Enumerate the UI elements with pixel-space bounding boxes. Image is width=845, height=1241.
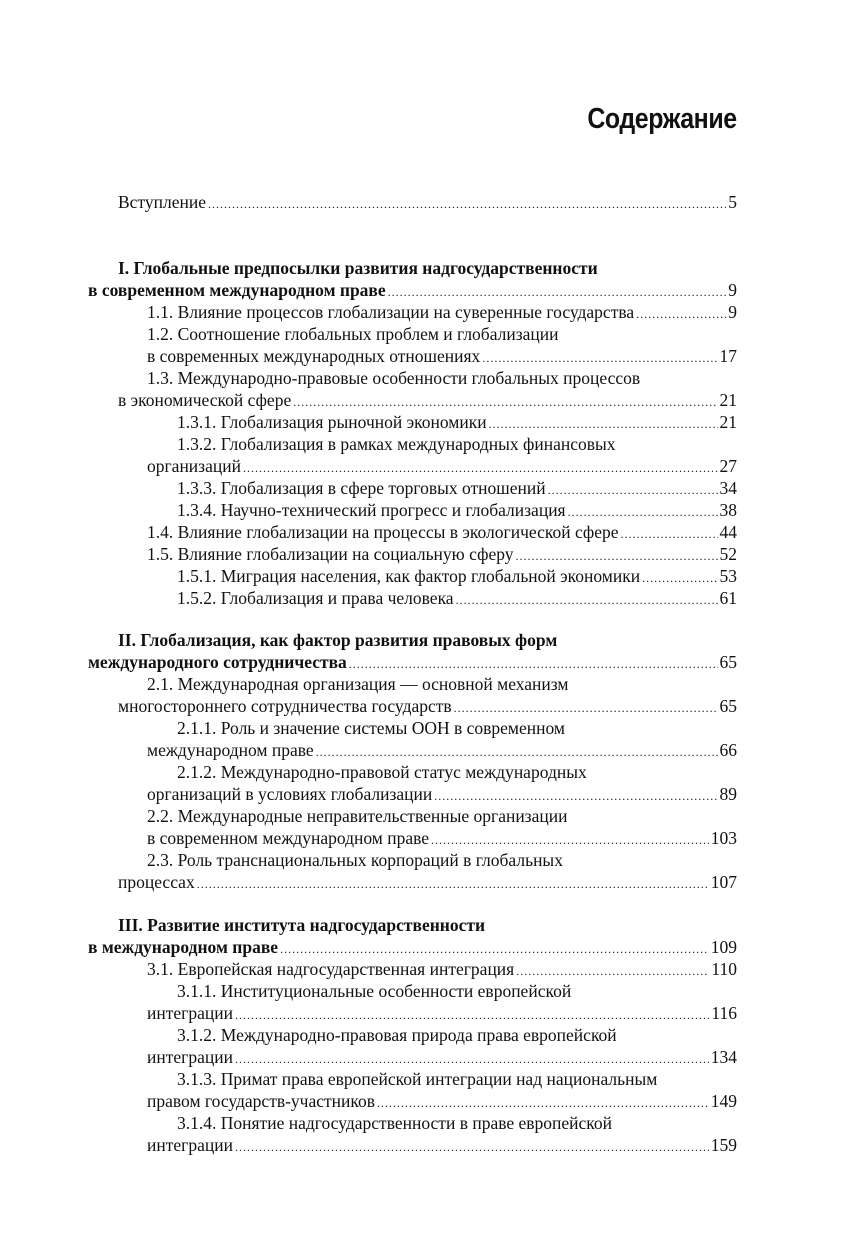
toc-entry[interactable] xyxy=(147,958,737,980)
toc-entry-text: в международном праве xyxy=(88,937,279,957)
toc-entry-text: 1.4. Влияние глобализации на процессы в экологической сфере xyxy=(147,522,619,542)
toc-page-number: 44 xyxy=(719,522,737,542)
toc-entry[interactable] xyxy=(177,587,737,609)
toc-leader-dots xyxy=(516,960,709,982)
toc-leader-dots xyxy=(548,479,718,501)
toc-entry-text: интеграции xyxy=(147,1135,233,1155)
toc-entry-text: 1.5. Влияние глобализации на социальную сферу xyxy=(147,544,514,564)
toc-page-number: 103 xyxy=(710,828,737,848)
toc-entry-text: в современном международном праве xyxy=(147,828,430,848)
toc-entry-first-line xyxy=(147,673,737,695)
toc-entry-text: 2.2. Международные неправительственные организации xyxy=(147,806,568,826)
toc-leader-dots xyxy=(621,523,718,545)
toc-entry-first-line xyxy=(147,849,737,871)
toc-leader-dots xyxy=(434,785,717,807)
toc-entry[interactable] xyxy=(147,455,737,477)
toc-entry-text: 2.1. Международная организация — основной механизм xyxy=(147,674,569,694)
toc-leader-dots xyxy=(489,413,718,435)
toc-entry-text: правом государств-участников xyxy=(147,1091,376,1111)
toc-page-number: 107 xyxy=(710,872,737,892)
toc-page-number: 21 xyxy=(719,412,737,432)
toc-section-heading xyxy=(118,914,737,936)
toc-entry-text: в современных международных отношениях xyxy=(147,346,481,366)
toc-page-number: 9 xyxy=(728,302,737,322)
toc-page-number: 34 xyxy=(719,478,737,498)
toc-leader-dots xyxy=(642,567,717,589)
toc-entry-first-line xyxy=(177,717,737,739)
toc-entry-text: 1.3.3. Глобализация в сфере торговых отношений xyxy=(177,478,546,498)
toc-page-number: 65 xyxy=(719,652,737,672)
toc-leader-dots xyxy=(454,697,718,719)
toc-entry-text: 1.3.4. Научно-технический прогресс и глобализация xyxy=(177,500,566,520)
toc-section-heading xyxy=(118,257,737,279)
toc-page-number: 110 xyxy=(711,959,737,979)
toc-leader-dots xyxy=(568,501,718,523)
toc-entry-text: III. Развитие института надгосударственности xyxy=(118,915,486,935)
toc-entry[interactable] xyxy=(177,499,737,521)
toc-entry-text: интеграции xyxy=(147,1003,233,1023)
toc-page-number: 17 xyxy=(719,346,737,366)
toc-entry[interactable] xyxy=(88,651,737,673)
toc-entry-text: 2.1.1. Роль и значение системы ООН в современном xyxy=(177,718,565,738)
toc-leader-dots xyxy=(293,391,717,413)
toc-page-number: 134 xyxy=(710,1047,737,1067)
toc-section-heading xyxy=(118,629,737,651)
toc-page-number: 109 xyxy=(710,937,737,957)
toc-leader-dots xyxy=(235,1004,709,1026)
toc-entry[interactable] xyxy=(147,301,737,323)
toc-page-number: 52 xyxy=(719,544,737,564)
toc-entry-text: многостороннего сотрудничества государств xyxy=(118,696,452,716)
toc-entry-text: 1.2. Соотношение глобальных проблем и глобализации xyxy=(147,324,559,344)
toc-entry-text: 1.1. Влияние процессов глобализации на суверенные государства xyxy=(147,302,635,322)
toc-entry-text: организаций xyxy=(147,456,241,476)
toc-entry-first-line xyxy=(177,761,737,783)
toc-page-number: 27 xyxy=(719,456,737,476)
toc-entry[interactable] xyxy=(147,783,737,805)
toc-page-number: 5 xyxy=(728,192,737,212)
toc-entry[interactable] xyxy=(147,543,737,565)
toc-entry[interactable] xyxy=(147,521,737,543)
toc-entry-text: 3.1.2. Международно-правовая природа права европейской xyxy=(177,1025,617,1045)
toc-page-number: 65 xyxy=(719,696,737,716)
toc-entry[interactable] xyxy=(118,695,737,717)
toc-page-number: 116 xyxy=(711,1003,737,1023)
toc-page-number: 89 xyxy=(719,784,737,804)
toc-entry-text: 2.3. Роль транснациональных корпораций в глобальных xyxy=(147,850,563,870)
toc-entry-text: интеграции xyxy=(147,1047,233,1067)
toc-entry-first-line xyxy=(177,1068,737,1090)
toc-entry-text: Вступление xyxy=(118,192,206,212)
toc-entry[interactable] xyxy=(88,936,737,958)
toc-entry-text: 3.1.4. Понятие надгосударственности в праве европейской xyxy=(177,1113,613,1133)
toc-entry-first-line xyxy=(177,1024,737,1046)
toc-leader-dots xyxy=(482,347,717,369)
toc-entry-text: 1.3.1. Глобализация рыночной экономики xyxy=(177,412,487,432)
toc-entry[interactable] xyxy=(147,1090,737,1112)
toc-entry-first-line xyxy=(147,805,737,827)
toc-entry-text: 3.1. Европейская надгосударственная интеграция xyxy=(147,959,515,979)
toc-entry[interactable] xyxy=(147,1046,737,1068)
toc-entry-text: 3.1.1. Институциональные особенности европейской xyxy=(177,981,572,1001)
toc-page-number: 149 xyxy=(710,1091,737,1111)
toc-entry[interactable] xyxy=(118,871,737,893)
toc-entry[interactable] xyxy=(177,477,737,499)
toc-entry-text: II. Глобализация, как фактор развития правовых форм xyxy=(118,630,558,650)
toc-entry-text: 1.5.2. Глобализация и права человека xyxy=(177,588,454,608)
toc-entry-first-line xyxy=(177,1112,737,1134)
toc-entry[interactable] xyxy=(147,1002,737,1024)
toc-leader-dots xyxy=(208,193,726,215)
toc-entry[interactable] xyxy=(118,191,737,213)
toc-leader-dots xyxy=(349,653,718,675)
toc-entry[interactable] xyxy=(147,827,737,849)
toc-entry[interactable] xyxy=(147,739,737,761)
toc-leader-dots xyxy=(431,829,709,851)
toc-entry-text: процессах xyxy=(118,872,195,892)
toc-leader-dots xyxy=(235,1136,709,1158)
toc-entry[interactable] xyxy=(147,1134,737,1156)
toc-entry-text: 2.1.2. Международно-правовой статус международных xyxy=(177,762,587,782)
toc-entry-text: 1.3. Международно-правовые особенности глобальных процессов xyxy=(147,368,641,388)
toc-leader-dots xyxy=(456,589,718,611)
toc-entry-text: 1.3.2. Глобализация в рамках международных финансовых xyxy=(177,434,616,454)
toc-leader-dots xyxy=(316,741,718,763)
toc-page-number: 159 xyxy=(710,1135,737,1155)
toc-leader-dots xyxy=(636,303,726,325)
toc-entry-text: 1.5.1. Миграция населения, как фактор глобальной экономики xyxy=(177,566,641,586)
toc-entry-text: 3.1.3. Примат права европейской интеграции над национальным xyxy=(177,1069,658,1089)
toc-page-number: 61 xyxy=(719,588,737,608)
toc-leader-dots xyxy=(280,938,709,960)
toc-page-number: 9 xyxy=(728,280,737,300)
toc-entry-text: международного сотрудничества xyxy=(88,652,347,672)
toc-page-number: 66 xyxy=(719,740,737,760)
toc-page-number: 53 xyxy=(719,566,737,586)
toc-leader-dots xyxy=(197,873,709,895)
toc-entry[interactable] xyxy=(177,411,737,433)
toc-leader-dots xyxy=(243,457,718,479)
toc-entry-first-line xyxy=(147,367,737,389)
toc-entry-text: I. Глобальные предпосылки развития надгосударственности xyxy=(118,258,598,278)
toc-leader-dots xyxy=(515,545,717,567)
toc-page-number: 38 xyxy=(719,500,737,520)
toc-entry[interactable] xyxy=(118,389,737,411)
toc-entry[interactable] xyxy=(147,345,737,367)
toc-entry-text: в экономической сфере xyxy=(118,390,292,410)
toc-entry-text: в современном международном праве xyxy=(88,280,386,300)
toc-entry-first-line xyxy=(177,980,737,1002)
toc-entry-first-line xyxy=(147,323,737,345)
toc-entry[interactable] xyxy=(177,565,737,587)
toc-entry-text: организаций в условиях глобализации xyxy=(147,784,433,804)
toc-leader-dots xyxy=(235,1048,709,1070)
page-title: Содержание xyxy=(587,103,737,135)
toc-leader-dots xyxy=(388,281,727,303)
toc-entry-first-line xyxy=(177,433,737,455)
toc-page-number: 21 xyxy=(719,390,737,410)
toc-entry-text: международном праве xyxy=(147,740,314,760)
toc-entry[interactable] xyxy=(88,279,737,301)
toc-leader-dots xyxy=(377,1092,709,1114)
